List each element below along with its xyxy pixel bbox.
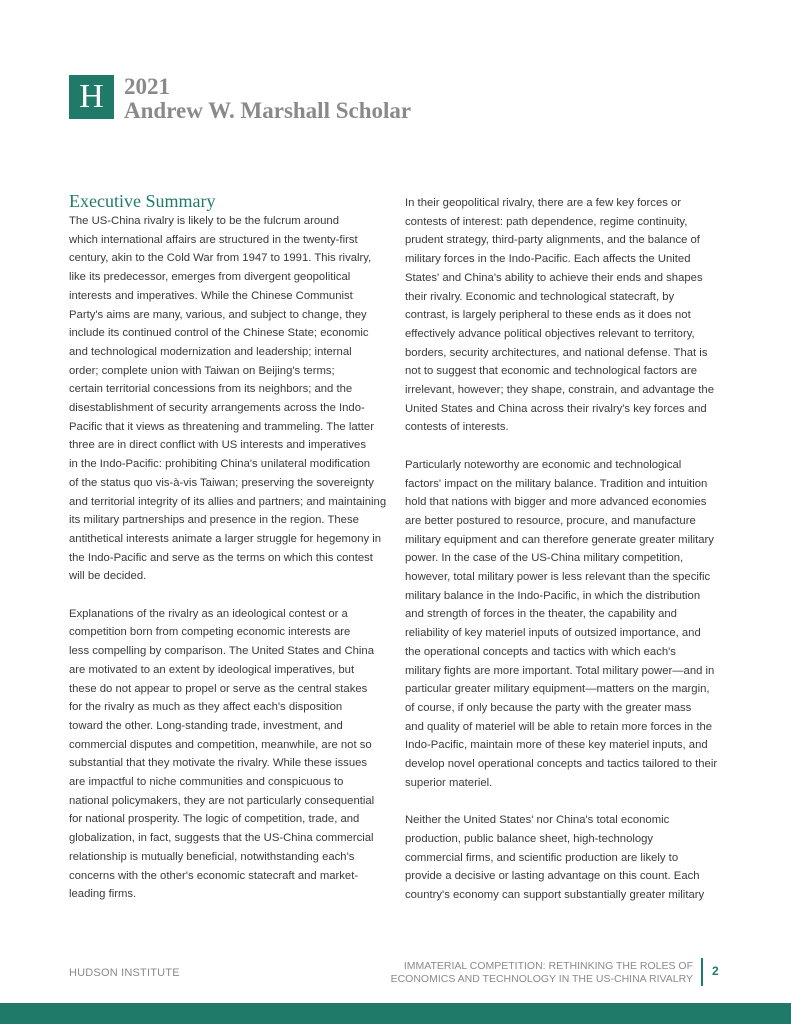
text-line: military balance in the Indo-Pacific, in which the distribution [405,589,701,602]
text-line: The US-China rivalry is likely to be the fulcrum around [69,215,339,227]
bottom-color-band [0,1003,791,1024]
text-line: include its continued control of the Chinese State; economic [69,327,369,340]
text-line: contests of interests. [405,421,509,434]
text-line: develop novel operational concepts and tactics tailored to their [405,758,718,771]
text-line: hold that nations with bigger and more advanced economies [405,496,707,509]
hudson-logo: H [69,75,114,119]
text-line: relationship is mutually beneficial, notwithstanding each's [69,850,355,863]
text-line: reliability of key materiel inputs of outsized importance, and [405,627,701,640]
page-number: 2 [712,964,719,978]
text-line: States' and China's ability to achieve their ends and shapes [405,271,703,284]
footer-report-title [391,960,693,986]
text-line: however, total military power is less relevant than the specific [405,571,711,584]
text-line: antithetical interests animate a larger struggle for hegemony in [69,532,382,545]
text-line: United States and China across their rivalry's key forces and [405,402,707,415]
text-line: Pacific that it views as threatening and trammeling. The latter [69,420,374,433]
text-line: prudent strategy, third-party alignments, and the balance of [405,234,700,247]
text-line: Particularly noteworthy are economic and technological [405,458,682,471]
text-line: In their geopolitical rivalry, there are a few key forces or [405,197,682,209]
scholar-year: 2021 [124,74,170,99]
text-line: factors' impact on the military balance. Tradition and intuition [405,477,708,490]
body-paragraph [69,212,389,586]
right-column [405,194,725,905]
text-line: three are in direct conflict with US interests and imperatives [69,439,366,452]
text-line: contests of interest: path dependence, regime continuity, [405,215,688,228]
left-column [69,212,389,904]
text-line: substantial that they motivate the rivalry. While these issues [69,757,368,770]
scholar-title: Andrew W. Marshall Scholar [124,98,412,123]
footer-report-title-line1: IMMATERIAL COMPETITION: RETHINKING THE ROLES OF [403,960,693,972]
text-line: for the rivalry as much as they affect each's disposition [69,701,343,714]
text-line: leading firms. [69,888,137,901]
text-line: and strength of forces in the theater, the capability and [405,608,677,621]
text-line: toward the other. Long-standing trade, investment, and [69,719,343,732]
text-line: national policymakers, they are not particularly consequential [69,794,375,807]
text-line: commercial firms, and scientific production are likely to [405,851,679,864]
text-line: Neither the United States' nor China's total economic [405,814,670,827]
text-line: borders, security architectures, and national defense. That is [405,346,708,359]
text-line: and territorial integrity of its allies and partners; and maintaining [69,495,387,508]
text-line: in the Indo-Pacific: prohibiting China's unilateral modification [69,458,371,471]
text-line: power. In the case of the US-China military competition, [405,552,684,565]
text-line: contrast, is largely peripheral to these ends as it does not [405,309,691,322]
text-line: are impactful to niche communities and conspicuous to [69,776,344,789]
text-line: which international affairs are structured in the twenty-first [69,233,358,246]
body-paragraph [69,605,389,904]
text-line: irrelevant, however; they shape, constrain, and advantage the [405,384,714,397]
text-line: not to suggest that economic and technological factors are [405,365,698,378]
text-line: the operational concepts and tactics with which each's [405,645,676,658]
footer-report-title-line2: ECONOMICS AND TECHNOLOGY IN THE US-CHINA RIVALRY [390,973,693,985]
text-line: these do not appear to propel or serve as the central stakes [69,682,368,695]
text-line: effectively advance political objectives relevant to territory, [405,327,695,340]
body-paragraph [405,194,725,437]
text-line: Explanations of the rivalry as an ideological contest or a [69,607,348,620]
text-line: production, public balance sheet, high-technology [405,832,654,845]
text-line: competition born from competing economic interests are [69,626,351,639]
text-line: military forces in the Indo-Pacific. Each affects the United [405,253,691,266]
text-line: its military partnerships and presence in the region. These [69,514,359,527]
text-line: disestablishment of security arrangements across the Indo- [69,402,365,415]
text-line: and technological modernization and leadership; internal [69,345,352,358]
body-paragraph [405,811,725,905]
text-line: will be decided. [69,570,147,583]
text-line: certain territorial concessions from its neighbors; and the [69,383,353,396]
text-line: interests and imperatives. While the Chinese Communist [69,289,353,302]
text-line: Indo-Pacific, maintain more of these key materiel inputs, and [405,739,708,752]
text-line: particular greater military equipment—matters on the margin, [405,683,710,696]
text-line: the Indo-Pacific and serve as the terms on which this contest [69,551,373,564]
text-line: their rivalry. Economic and technological statecraft, by [405,290,675,303]
text-line: Party's aims are many, various, and subject to change, they [69,308,367,321]
text-line: concerns with the other's economic statecraft and market- [69,869,359,882]
section-heading: Executive Summary [69,191,216,211]
text-line: military equipment and can therefore generate greater military [405,533,714,546]
text-line: country's economy can support substantially greater military [405,888,705,901]
text-line: like its predecessor, emerges from divergent geopolitical [69,271,351,284]
text-line: less compelling by comparison. The United States and China [69,645,374,658]
text-line: globalization, in fact, suggests that the US-China commercial [69,832,374,845]
text-line: superior materiel. [405,776,493,789]
text-line: and quality of materiel will be able to retain more forces in the [405,720,713,733]
text-line: century, akin to the Cold War from 1947 to 1991. This rivalry, [69,252,372,265]
text-line: of the status quo vis-à-vis Taiwan; preserving the sovereignty [69,476,374,489]
footer-divider [701,958,703,986]
text-line: provide a decisive or lasting advantage on this count. Each [405,870,700,883]
footer-organization: HUDSON INSTITUTE [69,967,180,979]
text-line: commercial disputes and competition, meanwhile, are not so [69,738,372,751]
text-line: of course, if only because the party with the greater mass [405,701,692,714]
body-paragraph [405,456,725,793]
text-line: for national prosperity. The logic of competition, trade, and [69,813,360,826]
text-line: are motivated to an extent by ideological imperatives, but [69,663,355,676]
text-line: order; complete union with Taiwan on Beijing's terms; [69,364,335,377]
text-line: military fights are more important. Total military power—and in [405,664,715,677]
text-line: are better postured to resource, procure, and manufacture [405,514,696,527]
